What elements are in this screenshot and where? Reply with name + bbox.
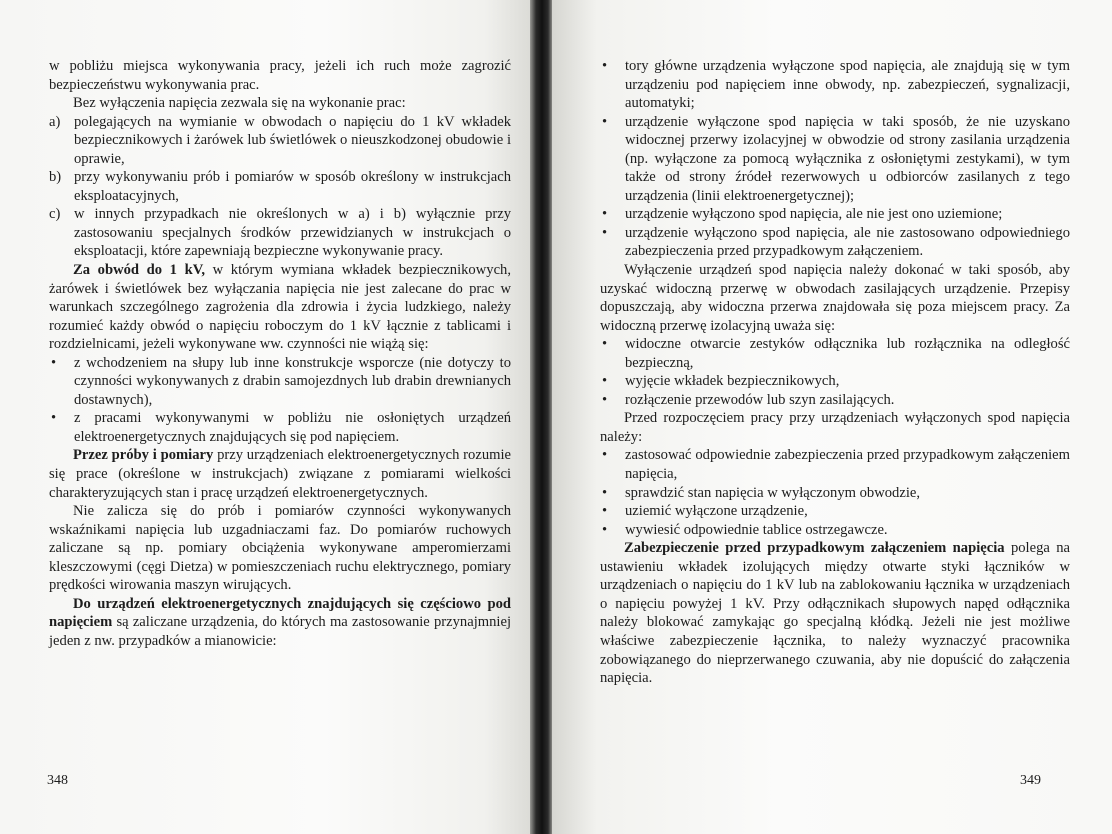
left-bullet-list bbox=[49, 354, 511, 447]
bullet-icon: • bbox=[602, 447, 608, 464]
list-item bbox=[49, 168, 511, 205]
bold-term: Za obwód do 1 kV, bbox=[73, 262, 206, 279]
list-item bbox=[600, 521, 1070, 540]
list-item-text: wyjęcie wkładek bezpiecznikowych, bbox=[625, 373, 840, 390]
right-bullet-list-1 bbox=[600, 57, 1070, 261]
list-item-text: rozłączenie przewodów lub szyn zasilających. bbox=[625, 391, 895, 408]
right-bullet-list-2 bbox=[600, 335, 1070, 409]
page-number: 348 bbox=[47, 773, 68, 788]
list-item bbox=[600, 335, 1070, 372]
bullet-icon: • bbox=[602, 58, 608, 74]
list-marker: b) bbox=[49, 169, 62, 186]
list-item-text: urządzenie wyłączone spod napięcia w taki sposób, że nie uzyskano widocznej przerwy izolacyjnej w obwodzie od strony zasilania urządzenia (np. wyłączone za pomocą wyłącznika z osłoniętymi zestykami), w tym także od strony źródeł rezerwowych u odbiorców zasilanych z tego urządzenia (linii elektroenergetycznej); bbox=[625, 113, 1070, 204]
bullet-icon: • bbox=[51, 354, 57, 371]
left-paragraph-3 bbox=[49, 261, 511, 354]
bullet-icon: • bbox=[602, 336, 608, 353]
paragraph-text: są zaliczane urządzenia, do których ma zastosowanie przynajmniej jeden z nw. przypadków a mianowicie: bbox=[49, 614, 511, 649]
paragraph-text: przy urządzeniach elektroenergetycznych rozumie się prace (określone w instrukcjach) związane z pomiarami wielkości charakteryzujących stan i pracę urządzeń elektroenergetycznych. bbox=[49, 447, 511, 501]
right-page bbox=[552, 0, 1112, 834]
list-item bbox=[600, 224, 1070, 261]
list-item-text: uziemić wyłączone urządzenie, bbox=[625, 503, 808, 520]
list-item bbox=[600, 57, 1070, 113]
right-paragraph-3 bbox=[600, 539, 1070, 687]
left-paragraph-1: w pobliżu miejsca wykonywania pracy, jeżeli ich ruch może zagrozić bezpieczeństwu wykonywania prac. bbox=[49, 58, 511, 93]
list-item bbox=[49, 113, 511, 169]
list-item-text: z pracami wykonywanymi w pobliżu nie osłoniętych urządzeń elektroenergetycznych znajdujących się pod napięciem. bbox=[74, 410, 511, 445]
right-bullet-list-3 bbox=[600, 446, 1070, 539]
bullet-icon: • bbox=[602, 224, 608, 241]
list-item-text: urządzenie wyłączono spod napięcia, ale nie jest ono uziemione; bbox=[625, 206, 1003, 223]
list-item-text: polegających na wymianie w obwodach o napięciu do 1 kV wkładek bezpiecznikowych i żarówek lub świetlówek o nieuszkodzonej obudowie i oprawie, bbox=[74, 113, 511, 167]
left-paragraph-4 bbox=[49, 446, 511, 502]
list-item-text: wywiesić odpowiednie tablice ostrzegawcze. bbox=[625, 521, 888, 538]
list-marker: c) bbox=[49, 206, 61, 223]
bullet-icon: • bbox=[602, 484, 608, 501]
bullet-icon: • bbox=[602, 521, 608, 538]
list-item-text: przy wykonywaniu prób i pomiarów w sposób określony w instrukcjach eksploatacyjnych, bbox=[74, 169, 511, 204]
bold-term: Zabezpieczenie przed przypadkowym załączeniem napięcia bbox=[624, 540, 1005, 557]
book-spine bbox=[530, 0, 554, 834]
list-item-text: tory główne urządzenia wyłączone spod napięcia, ale znajdują się w tym urządzeniu pod napięciem inne obwody, np. zabezpieczeń, sygnalizacji, automatyki; bbox=[625, 58, 1070, 112]
paragraph-text: polega na ustawieniu wkładek izolujących między otwarte styki łączników w urządzeniach o napięciu do 1 kV lub na zablokowaniu łącznika w urządzeniach o napięciu powyżej 1 kV. Przy odłącznikach słupowych napęd odłącznika należy blokować zamykając go specjalną kłódką. Jeżeli nie jest możliwe właściwe zabezpieczenie łącznika, to należy wyznaczyć pracownika zobowiązanego do nieprzerwanego czuwania, aby nie dopuścić do załączenia napięcia. bbox=[600, 540, 1070, 687]
right-text-column bbox=[600, 57, 1070, 688]
left-text-column bbox=[49, 57, 511, 651]
list-item-text: z wchodzeniem na słupy lub inne konstrukcje wsporcze (nie dotyczy to czynności wykonywanych z drabin samojezdnych lub drabin drewnianych dostawnych), bbox=[74, 354, 511, 408]
bullet-icon: • bbox=[602, 113, 608, 130]
bullet-icon: • bbox=[51, 410, 57, 427]
page-number: 349 bbox=[1020, 773, 1041, 788]
list-item bbox=[600, 484, 1070, 503]
paragraph-text: w którym wymiana wkładek bezpiecznikowych, żarówek i świetlówek bez wyłączania napięcia nie jest zalecane do prac w warunkach szczególnego zagrożenia dla zdrowia i życia ludzkiego, należy rozumieć każdy obwód o napięciu roboczym do 1 kV łącznie z tablicami i rozdzielnicami, jeżeli wykonywane ww. czynności nie wiążą się: bbox=[49, 262, 511, 353]
list-item bbox=[600, 391, 1070, 410]
bold-term: Przez próby i pomiary bbox=[73, 447, 214, 464]
bullet-icon: • bbox=[602, 373, 608, 390]
list-item bbox=[49, 354, 511, 410]
list-item-text: urządzenie wyłączono spod napięcia, ale nie zastosowano odpowiedniego zabezpieczenia przed przypadkowym załączeniem. bbox=[625, 224, 1070, 260]
bullet-icon: • bbox=[602, 206, 608, 223]
left-paragraph-6 bbox=[49, 595, 511, 651]
left-lettered-list bbox=[49, 113, 511, 261]
left-paragraph-2: Bez wyłączenia napięcia zezwala się na wykonanie prac: bbox=[73, 95, 406, 112]
bold-term: Do urządzeń elektroenergetycznych znajdujących się częściowo pod napięciem bbox=[49, 595, 511, 631]
list-item-text: zastosować odpowiednie zabezpieczenia przed przypadkowym załączeniem napięcia, bbox=[625, 447, 1070, 483]
right-paragraph-2: Przed rozpoczęciem pracy przy urządzeniach wyłączonych spod napięcia należy: bbox=[600, 410, 1070, 445]
list-item bbox=[600, 113, 1070, 206]
list-item bbox=[600, 502, 1070, 521]
list-item-text: sprawdzić stan napięcia w wyłączonym obwodzie, bbox=[625, 484, 921, 501]
list-item bbox=[49, 409, 511, 446]
list-item-text: widoczne otwarcie zestyków odłącznika lub rozłącznika na odległość bezpieczną, bbox=[625, 336, 1070, 371]
list-item bbox=[49, 205, 511, 261]
bullet-icon: • bbox=[602, 391, 608, 408]
list-item-text: w innych przypadkach nie określonych w a) i b) wyłącznie przy zastosowaniu specjalnych środków przewidzianych w instrukcjach o eksploatacji, które zapewniają bezpieczne wykonywanie pracy. bbox=[74, 206, 511, 260]
list-item bbox=[600, 205, 1070, 224]
bullet-icon: • bbox=[602, 503, 608, 520]
list-item bbox=[600, 372, 1070, 391]
left-paragraph-5: Nie zalicza się do prób i pomiarów czynności wykonywanych wskaźnikami napięcia lub uzgadniaczami faz. Do pomiarów ruchowych zaliczane są np. pomiary obciążenia wykonywane amperomierzami kleszczowymi (cęgi Dietza) w pomieszczeniach ruchu elektrycznego, pomiary prędkości wirowania maszyn wirujących. bbox=[49, 503, 511, 594]
right-paragraph-1: Wyłączenie urządzeń spod napięcia należy dokonać w taki sposób, aby uzyskać widoczną przerwę w obwodach zasilających urządzenie. Przepisy dopuszczają, aby widoczna przerwa znajdowała się poza miejscem pracy. Za widoczną przerwę izolacyjną uważa się: bbox=[600, 262, 1070, 334]
list-marker: a) bbox=[49, 113, 61, 130]
left-page bbox=[0, 0, 538, 834]
list-item bbox=[600, 446, 1070, 483]
